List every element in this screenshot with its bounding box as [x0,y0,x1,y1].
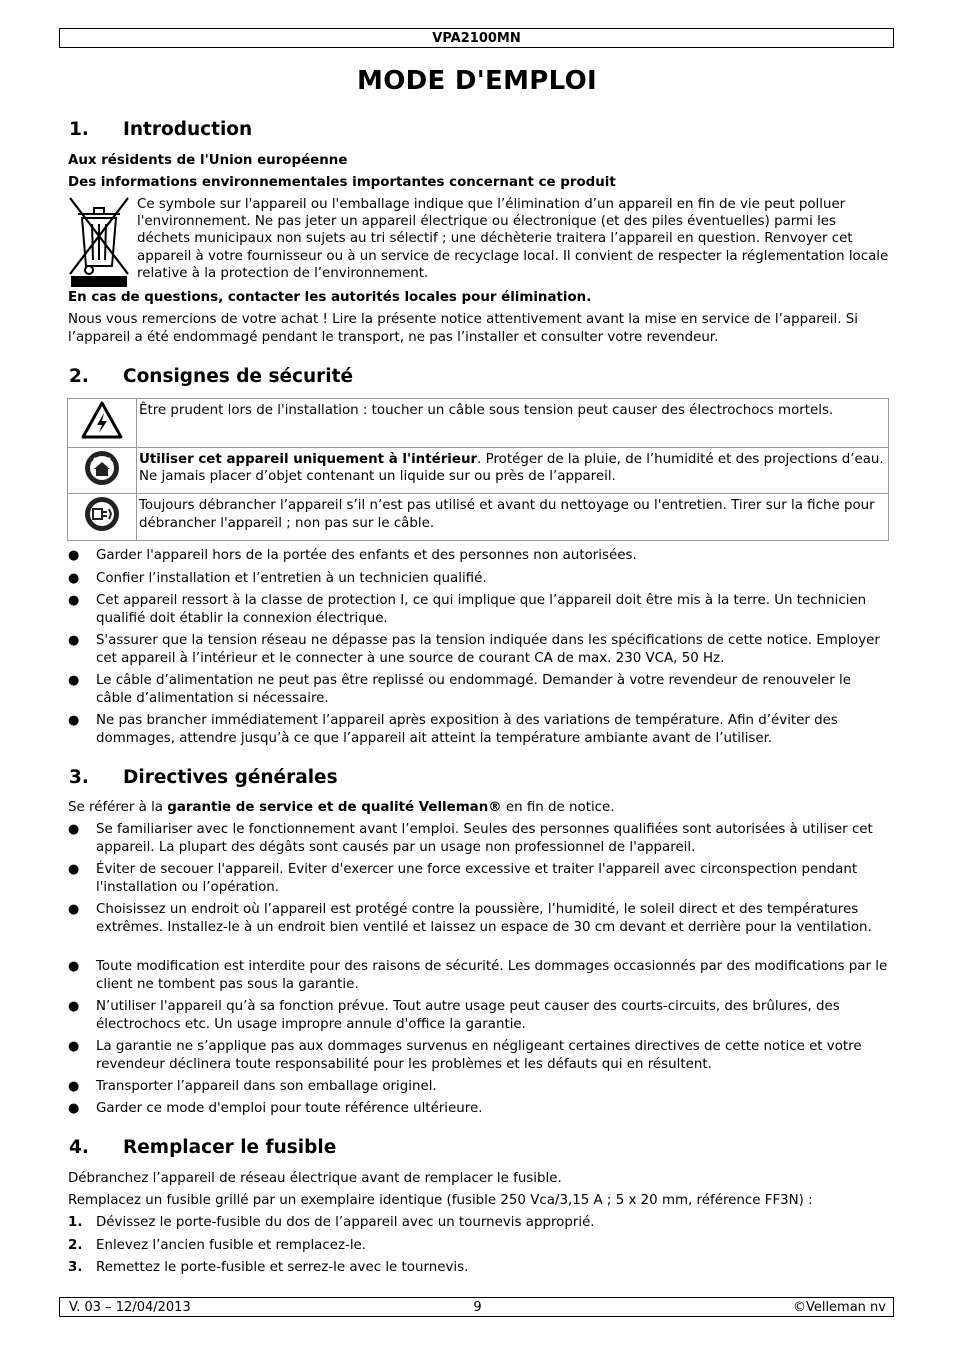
unplug-before-cleaning-icon [84,496,120,532]
list-item: 2. Enlevez l’ancien fusible et remplacez-le. [68,1238,367,1253]
section-3-title: Directives générales [123,767,338,788]
section-3-number: 3. [69,767,89,788]
list-item: ● Garder l'appareil hors de la portée des enfants et des personnes non autorisées. [68,548,637,563]
section-2-title: Consignes de sécurité [123,366,354,387]
copyright: ©Velleman nv [792,1300,886,1315]
warning-text-rest: . Protéger de la pluie, de l’humidité et des projections d’eau. Ne jamais placer d’objet contenant un liquide sur ou près de l’appareil. [139,451,884,484]
list-item: ● Ne pas brancher immédiatement l’appareil après exposition à des variations de température. Afin d’éviter des dommages, attendre jusqu’à ce que l’appareil ait atteint la température ambiante avant de l’utiliser. [68,713,838,746]
warning-row [68,399,889,448]
warning-text: Toujours débrancher l’appareil s’il n’est pas utilisé et avant du nettoyage ou l'entretien. Tirer sur la fiche pour débrancher l'appareil ; non pas sur le câble. [137,494,889,541]
list-item: ● La garantie ne s’applique pas aux dommages survenus en négligeant certaines directives de cette notice et votre revendeur déclinera toute responsabilité pour les problèmes et les défauts qui en résultent. [68,1039,862,1072]
page-title: MODE D'EMPLOI [357,66,597,96]
warning-icon-cell [68,399,137,448]
section-1-title: Introduction [123,119,253,140]
version-date: V. 03 – 12/04/2013 [69,1300,191,1315]
warranty-name: garantie de service et de qualité Velleman® [167,800,502,815]
high-voltage-warning-icon [81,401,123,439]
section-2-number: 2. [69,366,89,387]
list-item: ● Garder ce mode d'emploi pour toute référence ultérieure. [68,1101,483,1116]
warning-row [68,494,889,541]
list-item: 3. Remettez le porte-fusible et serrez-le avec le tournevis. [68,1260,469,1275]
section-1-number: 1. [69,119,89,140]
list-item: ● S'assurer que la tension réseau ne dépasse pas la tension indiquée dans les spécifications de cette notice. Employer cet appareil à l’intérieur et le connecter à une source de courant CA de max. 230 VCA, 50 Hz. [68,633,880,666]
weee-crossed-bin-icon [68,196,130,288]
warning-text [137,447,889,494]
questions-note: En cas de questions, contacter les autorités locales pour élimination. [68,290,592,305]
section-1-heading [69,119,252,140]
warning-icon-cell [68,494,137,541]
section-4-number: 4. [69,1137,89,1158]
list-item: ● Éviter de secouer l'appareil. Eviter d'exercer une force excessive et traiter l'appareil avec circonspection pendant l'installation ou l’opération. [68,862,858,895]
warning-text: Être prudent lors de l'installation : toucher un câble sous tension peut causer des électrochocs mortels. [137,399,889,448]
warranty-reference: Se référer à la garantie de service et de qualité Velleman® en fin de notice. [68,800,615,815]
list-item: ● Se familiariser avec le fonctionnement avant l’emploi. Seules des personnes qualifiées sont autorisées à utiliser cet appareil. La plupart des dégâts sont causés par un usage non professionnel de l'appareil. [68,822,873,855]
indoor-use-only-icon [84,450,120,486]
list-item: 1. Dévissez le porte-fusible du dos de l’appareil avec un tournevis approprié. [68,1215,595,1230]
model-number: VPA2100MN [432,31,521,46]
weee-description: Ce symbole sur l'appareil ou l'emballage indique que l’élimination d’un appareil en fin de vie peut polluer l'environnement. Ne pas jeter un appareil électrique ou électronique (et des piles éventuelles) parmi les déchets municipaux non sujets au tri sélectif ; une déchèterie traitera l’appareil en question. Renvoyer cet appareil à votre fournisseur ou à un service de recyclage local. Il convient de respecter la réglementation locale relative à la protection de l’environnement. [137,197,889,281]
warning-icon-cell [68,447,137,494]
list-item: ● Le câble d’alimentation ne peut pas être replissé ou endommagé. Demander à votre revendeur de renouveler le câble d’alimentation si nécessaire. [68,673,851,706]
page-footer [59,1297,894,1317]
env-info-label: Des informations environnementales importantes concernant ce produit [68,175,616,190]
list-item: ● Cet appareil ressort à la classe de protection I, ce qui implique que l’appareil doit être mis à la terre. Un technicien qualifié doit établir la connexion électrique. [68,593,867,626]
eu-residents-label: Aux résidents de l'Union européenne [68,153,348,168]
section-2-heading [69,366,353,387]
fuse-note: Débranchez l’appareil de réseau électrique avant de remplacer le fusible. [68,1171,562,1186]
page-header [59,28,894,48]
list-item: ● Toute modification est interdite pour des raisons de sécurité. Les dommages occasionnés par des modifications par le client ne tombent pas sous la garantie. [68,959,888,992]
list-item: ● Confier l’installation et l’entretien à un technicien qualifié. [68,571,487,586]
section-3-heading [69,767,338,788]
list-item: ● N’utiliser l'appareil qu’à sa fonction prévue. Tout autre usage peut causer des courts-circuits, des brûlures, des électrochocs etc. Un usage impropre annule d'office la garantie. [68,999,840,1032]
safety-warnings-table [67,398,889,541]
warning-bold-text: Utiliser cet appareil uniquement à l'intérieur [139,451,478,467]
thank-you-paragraph: Nous vous remercions de votre achat ! Lire la présente notice attentivement avant la mise en service de l’appareil. Si l’appareil a été endommagé pendant le transport, ne pas l’installer et consulter votre revendeur. [68,312,858,345]
section-4-title: Remplacer le fusible [123,1137,337,1158]
section-4-heading [69,1137,336,1158]
fuse-spec: Remplacez un fusible grillé par un exemplaire identique (fusible 250 Vca/3,15 A ; 5 x 20 mm, référence FF3N) : [68,1193,813,1208]
page-number: 9 [473,1300,482,1315]
list-item: ● Choisissez un endroit où l’appareil est protégé contre la poussière, l’humidité, le soleil direct et des températures extrêmes. Installez-le à un endroit bien ventilé et laissez un espace de 30 cm devant et derrière pour la ventilation. [68,902,872,935]
list-item: ● Transporter l’appareil dans son emballage originel. [68,1079,437,1094]
warning-row [68,447,889,494]
